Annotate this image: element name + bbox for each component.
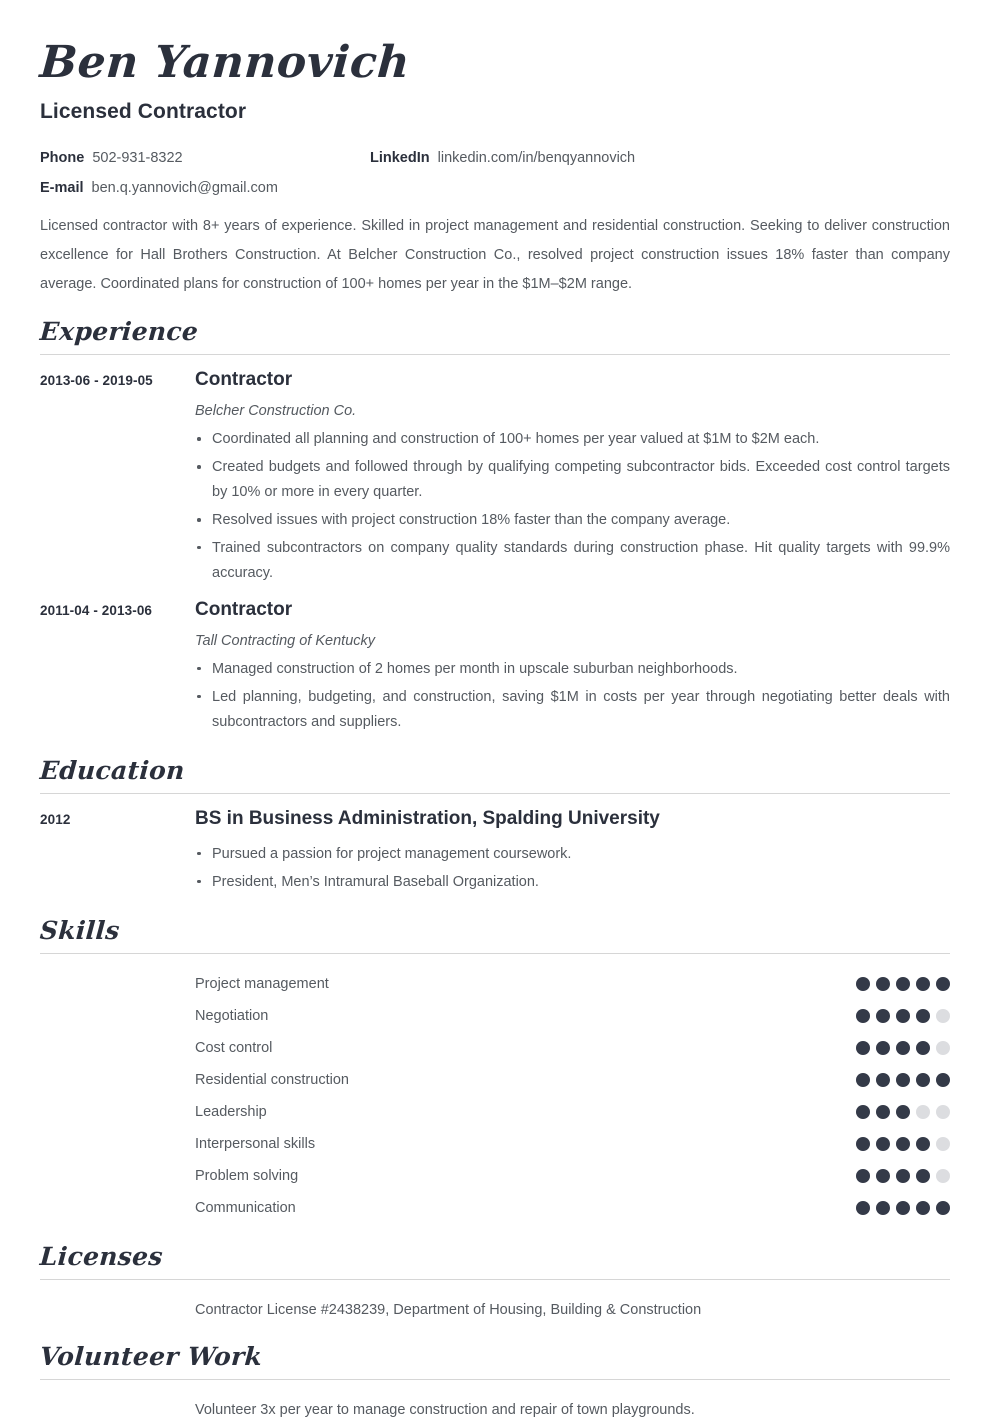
skill-name: Negotiation <box>195 1007 269 1024</box>
experience-entry-bullets <box>195 427 950 586</box>
skill-name: Cost control <box>195 1039 273 1056</box>
rating-dot-filled <box>876 1009 890 1023</box>
experience-entry-bullets <box>195 657 950 735</box>
experience-entry-body <box>195 599 950 738</box>
rating-dot-empty <box>936 1137 950 1151</box>
skill-rating <box>856 1105 950 1119</box>
education-entry-list <box>40 808 950 898</box>
email-label: E-mail <box>40 180 84 197</box>
skill-name: Interpersonal skills <box>195 1135 316 1152</box>
contact-email <box>40 180 370 196</box>
experience-entry <box>40 369 950 589</box>
rating-dot-filled <box>856 1009 870 1023</box>
rating-dot-filled <box>896 977 910 991</box>
skill-rating <box>856 1009 950 1023</box>
experience-entry <box>40 599 950 738</box>
education-entry-title: BS in Business Administration, Spalding University <box>195 807 660 829</box>
rating-dot-filled <box>916 1073 930 1087</box>
rating-dot-empty <box>936 1041 950 1055</box>
license-text: Contractor License #2438239, Department of Housing, Building & Construction <box>195 1301 702 1318</box>
skill-name: Residential construction <box>195 1071 349 1088</box>
experience-entry-subtitle: Belcher Construction Co. <box>195 403 357 420</box>
volunteer-text: Volunteer 3x per year to manage construction and repair of town playgrounds. <box>195 1402 695 1419</box>
section-divider <box>40 793 950 794</box>
rating-dot-filled <box>856 1041 870 1055</box>
skill-row <box>195 968 950 1000</box>
rating-dot-filled <box>896 1201 910 1215</box>
rating-dot-filled <box>856 1073 870 1087</box>
rating-dot-filled <box>896 1009 910 1023</box>
section-divider <box>40 953 950 954</box>
rating-dot-filled <box>876 977 890 991</box>
rating-dot-filled <box>916 1137 930 1151</box>
skill-rating <box>856 977 950 991</box>
section-education <box>40 756 950 898</box>
rating-dot-filled <box>896 1169 910 1183</box>
skill-name: Leadership <box>195 1103 267 1120</box>
professional-summary: Licensed contractor with 8+ years of experience. Skilled in project management and residential construction. Seeking to deliver construction excellence for Hall Brothers Construction. At Belcher Construction Co., resolved project construction issues 18% faster than company average. Coordinated plans for construction of 100+ homes per year in the $1M–$2M range. <box>40 218 950 293</box>
skill-row <box>195 1160 950 1192</box>
rating-dot-filled <box>896 1137 910 1151</box>
rating-dot-empty <box>936 1169 950 1183</box>
rating-dot-filled <box>856 1137 870 1151</box>
rating-dot-filled <box>856 1105 870 1119</box>
email-value[interactable]: ben.q.yannovich@gmail.com <box>91 180 278 197</box>
phone-label: Phone <box>40 150 85 167</box>
section-heading-skills: Skills <box>38 915 121 945</box>
rating-dot-empty <box>936 1009 950 1023</box>
education-entry <box>40 808 950 898</box>
skill-row <box>195 1096 950 1128</box>
rating-dot-filled <box>876 1073 890 1087</box>
contact-row-2 <box>40 180 950 196</box>
skill-rating <box>856 1073 950 1087</box>
rating-dot-filled <box>876 1041 890 1055</box>
resume-header <box>38 37 950 124</box>
experience-entry-date: 2013-06 - 2019-05 <box>40 373 153 389</box>
section-heading-education: Education <box>38 755 186 785</box>
section-heading-experience: Experience <box>38 317 200 347</box>
skills-list <box>40 968 950 1224</box>
bullet-item: Coordinated all planning and construction of 100+ homes per year valued at $1M to $2M each. <box>195 427 950 452</box>
skill-name: Problem solving <box>195 1167 299 1184</box>
rating-dot-filled <box>896 1105 910 1119</box>
contact-linkedin <box>370 150 635 166</box>
bullet-item: Led planning, budgeting, and construction, saving $1M in costs per year through negotiating better deals with subcontractors and suppliers. <box>195 685 950 735</box>
candidate-name: Ben Yannovich <box>38 37 412 88</box>
experience-entry-title: Contractor <box>195 598 293 620</box>
rating-dot-filled <box>916 1169 930 1183</box>
skill-rating <box>856 1137 950 1151</box>
section-heading-volunteer: Volunteer Work <box>38 1342 264 1372</box>
candidate-job-title: Licensed Contractor <box>40 100 247 124</box>
rating-dot-filled <box>936 1073 950 1087</box>
bullet-item: Created budgets and followed through by qualifying competing subcontractor bids. Exceeded cost control targets by 10% or more in every quarter. <box>195 455 950 505</box>
experience-entry-body <box>195 369 950 589</box>
section-heading-licenses: Licenses <box>38 1241 164 1271</box>
skill-rating <box>856 1041 950 1055</box>
rating-dot-empty <box>916 1105 930 1119</box>
rating-dot-filled <box>896 1041 910 1055</box>
section-divider <box>40 354 950 355</box>
section-skills <box>40 916 950 1224</box>
skill-row <box>195 1000 950 1032</box>
skill-name: Project management <box>195 975 329 992</box>
rating-dot-filled <box>876 1105 890 1119</box>
section-licenses <box>40 1242 950 1325</box>
rating-dot-filled <box>936 977 950 991</box>
rating-dot-filled <box>876 1201 890 1215</box>
bullet-item: Pursued a passion for project management coursework. <box>195 842 950 867</box>
rating-dot-empty <box>936 1105 950 1119</box>
rating-dot-filled <box>916 977 930 991</box>
education-entry-bullets <box>195 842 950 895</box>
bullet-item: President, Men’s Intramural Baseball Organization. <box>195 870 950 895</box>
rating-dot-filled <box>936 1201 950 1215</box>
experience-entry-list <box>40 369 950 737</box>
phone-value[interactable]: 502-931-8322 <box>92 150 183 167</box>
experience-entry-title: Contractor <box>195 369 293 391</box>
section-divider <box>40 1279 950 1280</box>
rating-dot-filled <box>856 1201 870 1215</box>
bullet-item: Resolved issues with project construction 18% faster than the company average. <box>195 508 950 533</box>
experience-entry-subtitle: Tall Contracting of Kentucky <box>195 632 376 649</box>
education-entry-date: 2012 <box>40 811 71 827</box>
skill-row <box>195 1128 950 1160</box>
rating-dot-filled <box>916 1009 930 1023</box>
skill-rating <box>856 1169 950 1183</box>
skill-row <box>195 1192 950 1224</box>
skill-row <box>195 1032 950 1064</box>
skill-rating <box>856 1201 950 1215</box>
skill-name: Communication <box>195 1199 296 1216</box>
section-volunteer-work <box>40 1342 950 1425</box>
section-experience <box>40 317 950 737</box>
bullet-item: Trained subcontractors on company quality standards during construction phase. Hit quality targets with 99.9% accuracy. <box>195 536 950 586</box>
rating-dot-filled <box>896 1073 910 1087</box>
contact-row-1 <box>40 150 950 166</box>
linkedin-label: LinkedIn <box>370 150 430 167</box>
linkedin-value[interactable]: linkedin.com/in/benqyannovich <box>437 150 636 167</box>
rating-dot-filled <box>876 1169 890 1183</box>
rating-dot-filled <box>916 1201 930 1215</box>
education-entry-body <box>195 808 950 898</box>
section-divider <box>40 1379 950 1380</box>
contact-phone <box>40 150 370 166</box>
contact-details <box>40 150 950 196</box>
skill-row <box>195 1064 950 1096</box>
rating-dot-filled <box>856 1169 870 1183</box>
rating-dot-filled <box>876 1137 890 1151</box>
rating-dot-filled <box>916 1041 930 1055</box>
rating-dot-filled <box>856 977 870 991</box>
bullet-item: Managed construction of 2 homes per month in upscale suburban neighborhoods. <box>195 657 950 682</box>
experience-entry-date: 2011-04 - 2013-06 <box>40 602 153 618</box>
